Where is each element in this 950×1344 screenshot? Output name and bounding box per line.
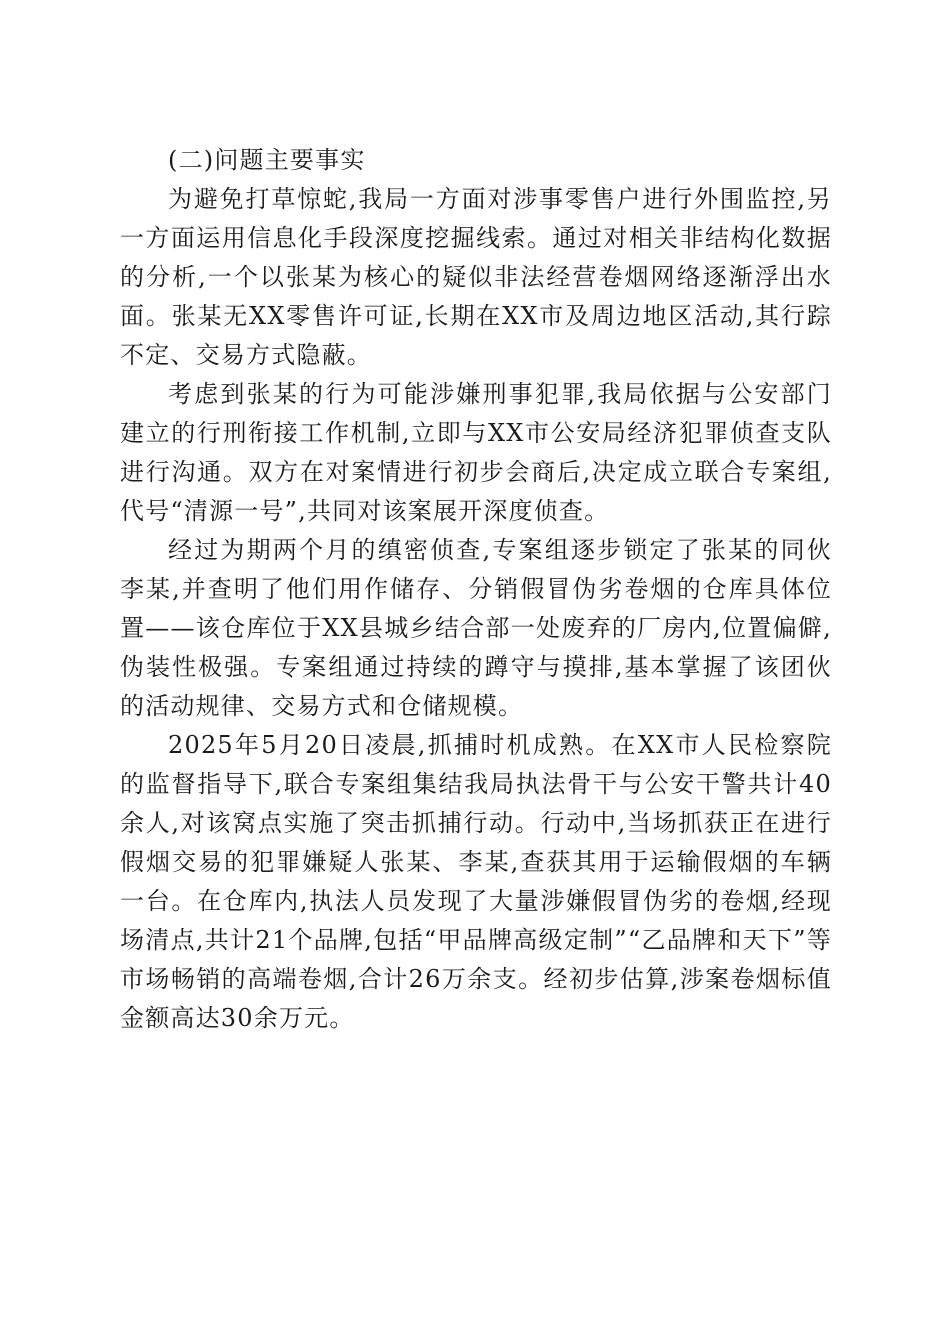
paragraph-joint-task-force: 考虑到张某的行为可能涉嫌刑事犯罪,我局依据与公安部门建立的行刑衔接工作机制,立即与XX市公安局经济犯罪侦查支队进行沟通。双方在对案情进行初步会商后,决定成立联合专案组,代号“清源一号”,共同对该案展开深度侦查。 xyxy=(120,380,832,525)
paragraph-surveillance: 为避免打草惊蛇,我局一方面对涉事零售户进行外围监控,另一方面运用信息化手段深度挖掘线索。通过对相关非结构化数据的分析,一个以张某为核心的疑似非法经营卷烟网络逐渐浮出水面。张某无XX零售许可证,长期在XX市及周边地区活动,其行踪不定、交易方式隐蔽。 xyxy=(120,185,832,369)
paragraph-investigation: 经过为期两个月的缜密侦查,专案组逐步锁定了张某的同伙李某,并查明了他们用作储存、分销假冒伪劣卷烟的仓库具体位置——该仓库位于XX县城乡结合部一处废弃的厂房内,位置偏僻,伪装性极强。专案组通过持续的蹲守与摸排,基本掌握了该团伙的活动规律、交易方式和仓储规模。 xyxy=(120,536,832,720)
section-heading: (二)问题主要事实 xyxy=(168,146,366,174)
document-body xyxy=(120,141,832,1038)
paragraph-arrest-operation: 2025年5月20日凌晨,抓捕时机成熟。在XX市人民检察院的监督指导下,联合专案组集结我局执法骨干与公安干警共计40余人,对该窝点实施了突击抓捕行动。行动中,当场抓获正在进行假烟交易的犯罪嫌疑人张某、李某,查获其用于运输假烟的车辆一台。在仓库内,执法人员发现了大量涉嫌假冒伪劣的卷烟,经现场清点,共计21个品牌,包括“甲品牌高级定制”“乙品牌和天下”等市场畅销的高端卷烟,合计26万余支。经初步估算,涉案卷烟标值金额高达30余万元。 xyxy=(120,731,832,1032)
